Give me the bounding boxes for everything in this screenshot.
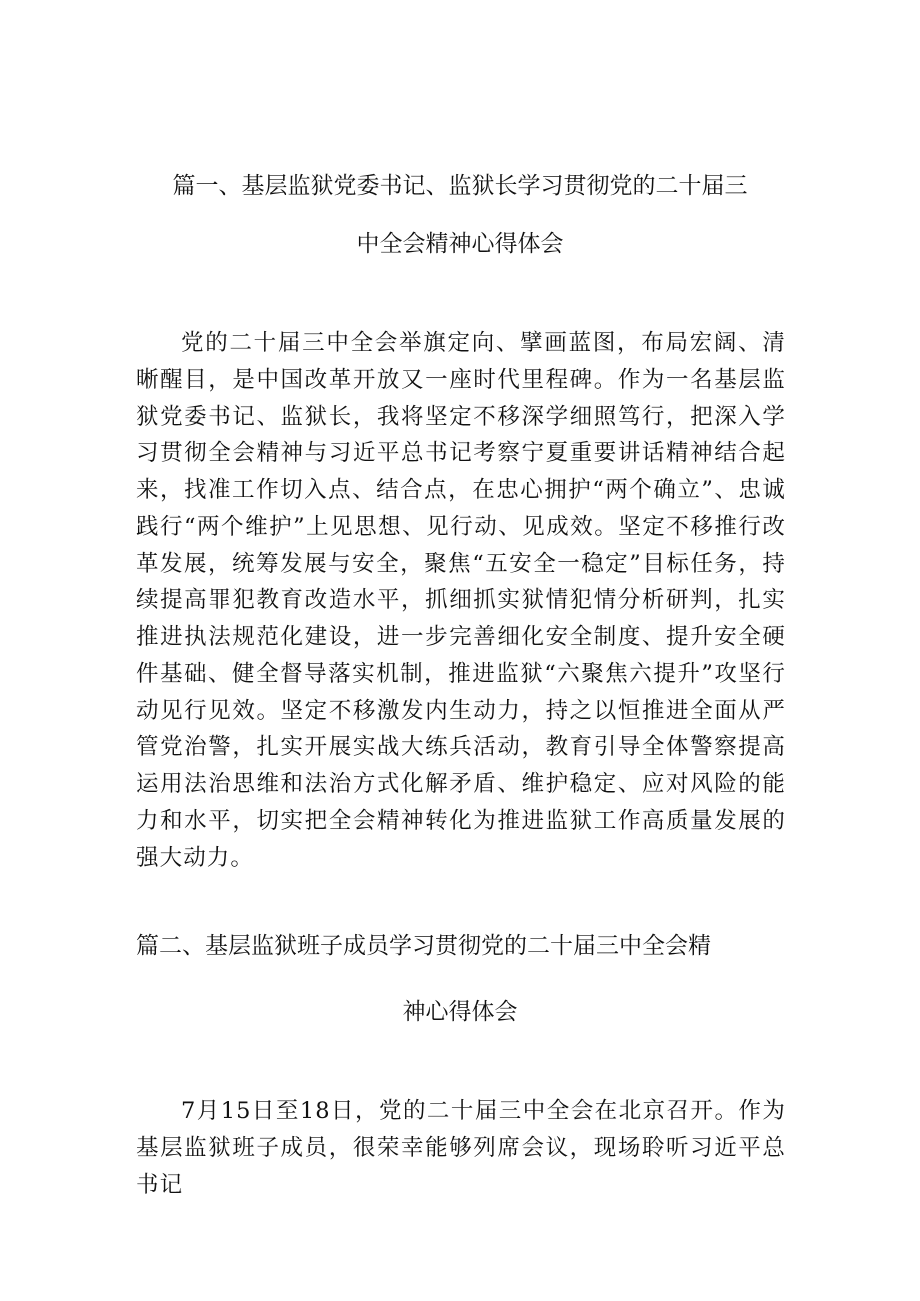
section-2-title-line-1: 篇二、基层监狱班子成员学习贯彻党的二十届三中全会精 bbox=[136, 933, 711, 959]
section-1-body: 党的二十届三中全会举旗定向、擘画蓝图，布局宏阔、清晰醒目，是中国改革开放又一座时代里程碑。作为一名基层监狱党委书记、监狱长，我将坚定不移深学细照笃行，把深入学习贯彻全会精神与习近平总书记考察宁夏重要讲话精神结合起来，找准工作切入点、结合点，在忠心拥护“两个确立”、忠诚践行“两个维护”上见思想、见行动、见成效。坚定不移推行改革发展，统筹发展与安全，聚焦“五安全一稳定”目标任务，持续提高罪犯教育改造水平，抓细抓实狱情犯情分析研判，扎实推进执法规范化建设，进一步完善细化安全制度、提升安全硬件基础、健全督导落实机制，推进监狱“六聚焦六提升”攻坚行动见行见效。坚定不移激发内生动力，持之以恒推进全面从严管党治警，扎实开展实战大练兵活动，教育引导全体警察提高运用法治思维和法治方式化解矛盾、维护稳定、应对风险的能力和水平，切实把全会精神转化为推进监狱工作高质量发展的强大动力。 bbox=[136, 330, 786, 871]
section-2-body: 7月15日至18日，党的二十届三中全会在北京召开。作为基层监狱班子成员，很荣幸能够列席会议，现场聆听习近平总书记 bbox=[136, 1098, 786, 1198]
section-2-title-line-2: 神心得体会 bbox=[402, 999, 518, 1025]
section-1-title-line-2: 中全会精神心得体会 bbox=[356, 231, 564, 257]
section-1-title-line-1: 篇一、基层监狱党委书记、监狱长学习贯彻党的二十届三 bbox=[172, 173, 748, 199]
